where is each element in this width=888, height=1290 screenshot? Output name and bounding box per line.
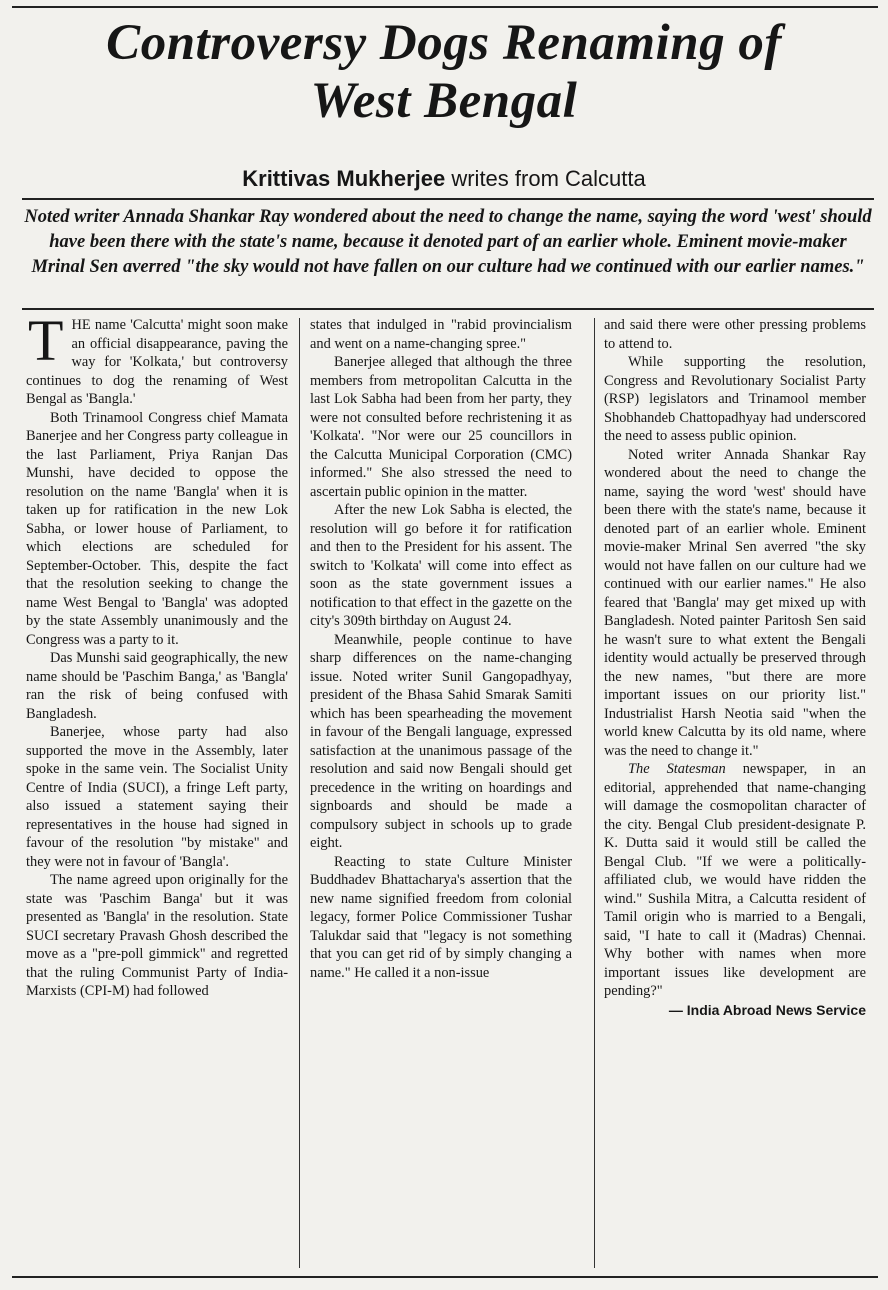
paragraph: After the new Lok Sabha is elected, the resolution will go before it for ratification and then to the President for his assent. The switch to 'Kolkata' will come into effect as soon as the state government issues a notification to that effect in the gazette on the city's 309th birthday on August 24. [310,502,572,629]
byline-rest: writes from Calcutta [451,166,646,191]
column-divider-2 [594,318,595,1268]
drop-cap: T [28,308,64,373]
deck-top-rule [22,198,874,200]
paragraph: Banerjee, whose party had also supported the move in the Assembly, later spoke in the same vein. The Socialist Unity Centre of India (SUCI), a fringe Left party, also issued a statement saying their representatives in the house had signed in favour of the resolution "by mistake" and they were not in favour of 'Bangla'. [26,724,288,870]
headline-line-1: Controversy Dogs Renaming of [106,15,782,71]
paragraph: Banerjee alleged that although the three members from metropolitan Calcutta in the last Lok Sabha had been from her party, they were not consulted before rechristening it as 'Kolkata'. "Nor were our 25 councillors in the Calcutta Municipal Corporation (CMC) informed." She also stressed the need to ascertain public opinion in the matter. [310,354,572,500]
headline [0,14,888,130]
deck-summary: Noted writer Annada Shankar Ray wondered about the need to change the name, saying the word 'west' should have been there with the state's name, because it denoted part of an earlier whole. Eminent movie-maker Mrinal Sen averred "the sky would not have fallen on our culture had we continued with our earlier names." [24,207,872,277]
paragraph: Noted writer Annada Shankar Ray wondered about the need to change the name, saying the word 'west' should have been there with the state's name, because it denoted part of an earlier whole. Eminent movie-maker Mrinal Sen averred "the sky would not have fallen on our culture had we continued with our earlier names." He also feared that 'Bangla' may get mixed up with Bangladesh. Noted painter Paritosh Sen said he wasn't sure to what extent the Bengali identity would actually be preserved through the new names, "but there are more important issues on our priority list." Industrialist Harsh Neotia said "when the world knew Calcutta by its old name, where was the need to change it." [604,446,866,759]
paragraph: While supporting the resolution, Congress and Revolutionary Socialist Party (RSP) legislators and Trinamool member Shobhandeb Chattopadhyay had underscored the need to assess public opinion. [604,354,866,444]
paragraph-text: newspaper, in an editorial, apprehended that name-changing will damage the cosmopolitan character of the city. Bengal Club president-designate P. K. Dutta said it would still be called the Bengal Club. "If we were a politically-affiliated club, we would have ridden the wind." Sushila Mitra, a Calcutta resident of Tamil origin who is married to a Bengali, said, "I hate to call it (Madras) Chennai. Why bother with names when more important issues like development are pending?" [604,761,867,999]
paragraph: Both Trinamool Congress chief Mamata Banerjee and her Congress party colleague in the last Parliament, Priya Ranjan Das Munshi, have decided to oppose the resolution on the name 'Bangla' when it is taken up for ratification in the new Lok Sabha, or lower house of Parliament, to which elections are scheduled for September-October. This, despite the fact that the resolution seeking to change the name West Bengal to 'Bangla' was adopted by the state Assembly unanimously and the Congress was a party to it. [26,409,288,648]
paragraph: The name agreed upon originally for the state was 'Paschim Banga' but it was presented as 'Bangla' in the resolution. State SUCI secretary Pravash Ghosh described the move as a "pre-poll gimmick" and regretted that the ruling Communist Party of India-Marxists (CPI-M) had followed [26,872,288,999]
column-divider-1 [299,318,300,1268]
paragraph [26,308,288,409]
paragraph: Reacting to state Culture Minister Buddhadev Bhattacharya's assertion that the new name signified freedom from colonial legacy, former Police Commissioner Tushar Talukdar said that "legacy is not something that you can get rid of by simply changing a name." He called it a non-issue [310,853,572,981]
news-service-credit: — India Abroad News Service [668,1001,866,1018]
paragraph: Meanwhile, people continue to have sharp differences on the name-changing issue. Noted writer Sunil Gangopadhyay, president of the Bhasa Sahid Smarak Samiti which has been spearheading the movement in favour of the Bengali language, expressed satisfaction at the unanimous passage of the resolution and said now Bengali should get precedence in the writing on hoardings and signboards and should be made a compulsory subject in schools up to grade eight. [310,631,572,851]
byline-author: Krittivas Mukherjee [242,166,446,191]
deck-bottom-rule [22,308,874,310]
paragraph-text: HE name 'Calcutta' might soon make an official disappearance, paving the way for 'Kolkata,' but controversy continues to dog the renaming of West Bengal as 'Bangla.' [26,317,288,407]
newspaper-name: The Statesman [628,761,726,777]
paragraph [604,760,866,1001]
byline [0,166,888,192]
paragraph: and said there were other pressing problems to attend to. [604,317,866,352]
article-column-1 [26,308,288,1001]
article-column-3 [604,316,866,1019]
paragraph: states that indulged in "rabid provincialism and went on a name-changing spree." [310,317,572,352]
article-column-2 [310,316,572,982]
paragraph: Das Munshi said geographically, the new name should be 'Paschim Banga,' as 'Bangla' ran the risk of being confused with Bangladesh. [26,650,288,722]
headline-line-2: West Bengal [310,73,578,129]
